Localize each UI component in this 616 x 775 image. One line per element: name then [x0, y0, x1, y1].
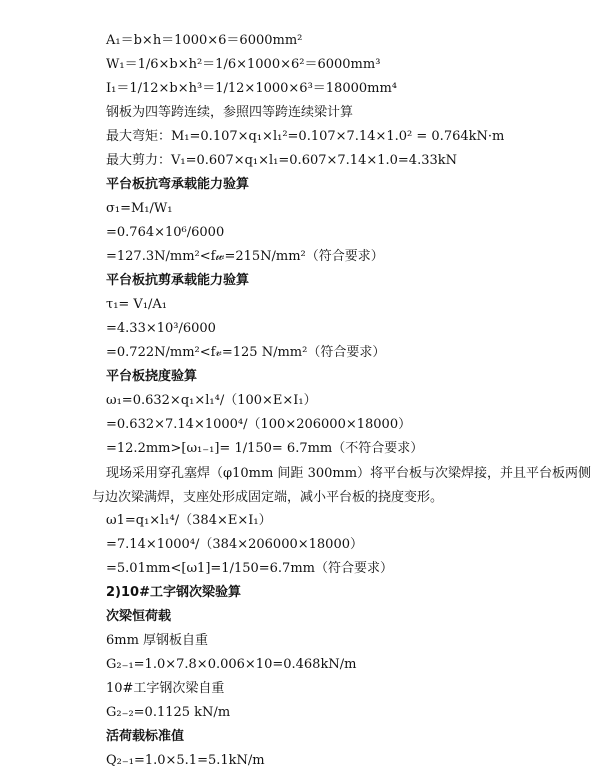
inertia-formula: I₁＝1/12×b×h³＝1/12×1000×6³＝18000mm⁴ [106, 81, 397, 96]
beam-weight-formula: G₂₋₂=0.1125 kN/m [106, 705, 231, 720]
live-load-heading: 活荷载标准值 [106, 729, 185, 744]
area-formula: A₁＝b×h＝1000×6＝6000mm² [106, 33, 303, 48]
deflection-result: =12.2mm>[ω₁₋₁]= 1/150= 6.7mm（不符合要求） [106, 441, 424, 456]
bending-check-heading: 平台板抗弯承载能力验算 [106, 177, 250, 192]
shear-stress-formula: τ₁= V₁/A₁ [106, 297, 168, 312]
deflection-formula: ω₁=0.632×q₁×l₁⁴/（100×E×I₁） [106, 393, 317, 408]
plate-weight-label: 6mm 厚钢板自重 [106, 633, 209, 648]
plate-weight-formula: G₂₋₁=1.0×7.8×0.006×10=0.468kN/m [106, 657, 357, 672]
welding-paragraph: 现场采用穿孔塞焊（φ10mm 间距 300mm）将平台板与次梁焊接，并且平台板两侧与边次梁满焊，支座处形成固定端，减小平台板的挠度变形。 [92, 466, 592, 505]
dead-load-heading: 次梁恒荷载 [106, 609, 172, 624]
fixed-deflection-calc: =7.14×1000⁴/（384×206000×18000） [106, 537, 363, 552]
shear-stress-result: =0.722N/mm²<f𝓋=125 N/mm²（符合要求） [106, 345, 386, 360]
fixed-deflection-formula: ω1=q₁×l₁⁴/（384×E×I₁） [106, 513, 272, 528]
live-load-formula: Q₂₋₁=1.0×5.1=5.1kN/m [106, 753, 265, 768]
deflection-calc: =0.632×7.14×1000⁴/（100×206000×18000） [106, 417, 412, 432]
bending-stress-formula: σ₁=M₁/W₁ [106, 201, 173, 216]
shear-check-heading: 平台板抗剪承载能力验算 [106, 273, 250, 288]
max-shear-formula: 最大剪力：V₁=0.607×q₁×l₁=0.607×7.14×1.0=4.33kN [106, 153, 458, 168]
max-moment-formula: 最大弯矩：M₁=0.107×q₁×l₁²=0.107×7.14×1.0² = 0.764kN·m [106, 129, 505, 144]
deflection-check-heading: 平台板挠度验算 [106, 369, 198, 384]
section-modulus-formula: W₁＝1/6×b×h²＝1/6×1000×6²＝6000mm³ [106, 57, 381, 72]
shear-stress-calc: =4.33×10³/6000 [106, 321, 216, 336]
bending-stress-calc: =0.764×10⁶/6000 [106, 225, 225, 240]
secondary-beam-heading: 2)10#工字钢次梁验算 [106, 585, 241, 600]
bending-stress-result: =127.3N/mm²<f𝓌=215N/mm²（符合要求） [106, 249, 384, 264]
beam-weight-label: 10#工字钢次梁自重 [106, 681, 225, 696]
fixed-deflection-result: =5.01mm<[ω1]=1/150=6.7mm（符合要求） [106, 561, 393, 576]
continuity-note: 钢板为四等跨连续，参照四等跨连续梁计算 [106, 105, 354, 120]
